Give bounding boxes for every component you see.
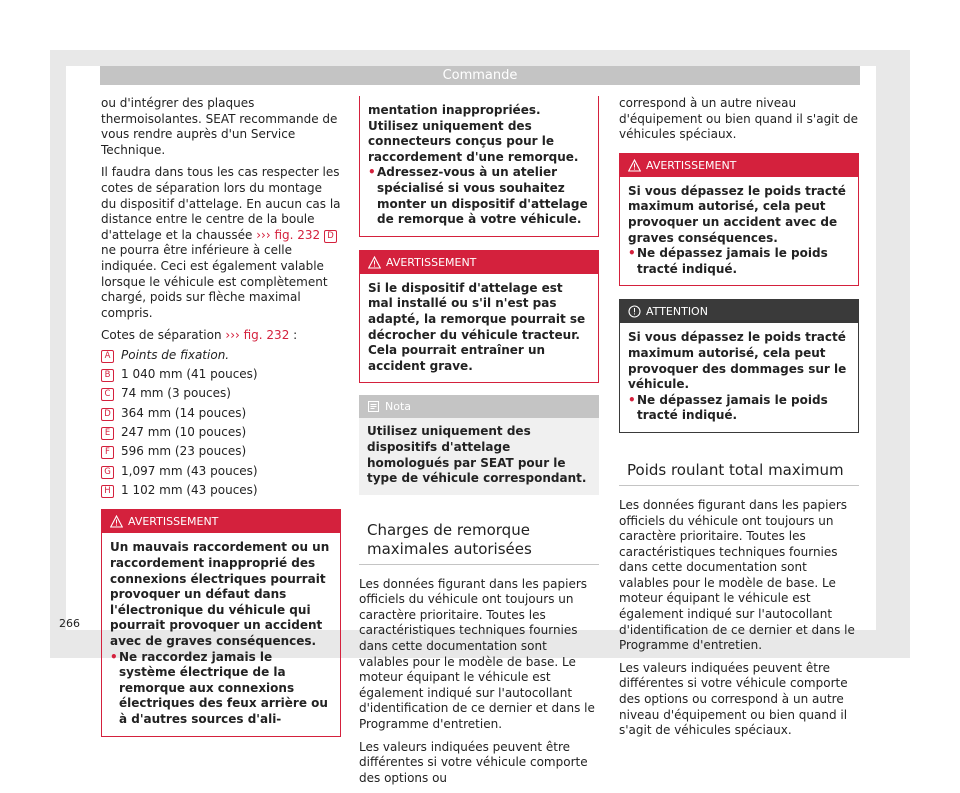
paragraph: Les données figurant dans les papiers officiels du véhicule ont toujours un caractère prioritaire. Toutes les caractéristiques techniques fournies dans cette documentation sont valables pour le modèle de base. Le moteur équipant le véhicule est également indiqué sur l'autocollant d'identification de ce dernier et dans le Programme d'entretien. <box>619 497 855 653</box>
dimension-item <box>101 464 341 480</box>
attention-title: ATTENTION <box>646 305 708 319</box>
attention-header <box>620 300 858 323</box>
note-header <box>359 395 599 418</box>
dimension-key-badge: D <box>101 408 114 421</box>
dimension-key-badge: C <box>101 388 114 401</box>
paragraph: Les valeurs indiquées peuvent être différentes si votre véhicule comporte des options ou correspond à un autre niveau d'équipement ou bien quand il s'agit de véhicules spéciaux. <box>619 660 848 738</box>
warning-box <box>619 153 859 287</box>
section-title: Charges de remorque maximales autorisées <box>359 521 599 565</box>
warning-box <box>101 509 341 736</box>
warning-title: AVERTISSEMENT <box>128 515 219 529</box>
dimension-key-badge: B <box>101 369 114 382</box>
dimension-key-badge: D <box>324 230 337 243</box>
paragraph: Les valeurs indiquées peuvent être différentes si votre véhicule comporte des options ou <box>359 739 588 785</box>
warning-title: AVERTISSEMENT <box>646 158 737 172</box>
dimension-item <box>101 386 341 402</box>
note-icon <box>367 400 380 413</box>
warning-text: Si vous dépassez le poids tracté maximum autorisé, cela peut provoquer un accident avec de graves conséquences. <box>628 183 846 245</box>
dimension-key-badge: G <box>101 466 114 479</box>
note-box <box>359 395 599 494</box>
column-1 <box>101 96 341 737</box>
dimension-value: Points de fixation. <box>121 347 230 362</box>
cotes-label: Cotes de séparation <box>101 328 222 343</box>
warning-text: Si le dispositif d'attelage est mal installé ou s'il n'est pas adapté, la remorque pourrait se décrocher du véhicule tracteur. Cela pourrait entraîner un accident grave. <box>368 280 586 373</box>
warning-box <box>359 250 599 384</box>
dimension-item <box>101 425 341 441</box>
paragraph-text: ne pourra être inférieure à celle indiquée. Ceci est également valable lorsque le véhicule est complètement chargé, poids sur flèche maximal compris. <box>101 243 328 320</box>
dimension-value: 1,097 mm (43 pouces) <box>121 463 258 478</box>
figure-reference-link[interactable]: ››› fig. 232 <box>256 227 321 242</box>
warning-box-continued <box>359 96 599 237</box>
info-circle-icon <box>628 305 641 318</box>
paragraph: ou d'intégrer des plaques thermoisolantes. SEAT recommande de vous rendre auprès d'un Service Technique. <box>101 96 338 157</box>
dimension-key-badge: A <box>101 350 114 363</box>
attention-text: Si vous dépassez le poids tracté maximum autorisé, cela peut provoquer des dommages sur le véhicule. <box>628 330 847 392</box>
colon: : <box>293 328 298 343</box>
dimension-item <box>101 483 341 499</box>
attention-body <box>620 323 858 432</box>
note-body <box>359 418 599 494</box>
chapter-header: Commande <box>100 66 860 85</box>
dimension-value: 247 mm (10 pouces) <box>121 425 247 440</box>
warning-text: Un mauvais raccordement ou un raccordement inapproprié des connexions électriques pourrait provoquer un défaut dans l'électronique du véhicule qui pourrait provoquer un accident avec de graves conséquences. <box>110 540 330 649</box>
note-title: Nota <box>385 400 412 414</box>
dimension-value: 1 040 mm (41 pouces) <box>121 367 258 382</box>
warning-text: mentation inappropriées. Utilisez uniquement des connecteurs conçus pour le raccordement d'une remorque. <box>368 103 579 164</box>
warning-header <box>360 251 598 274</box>
section-title: Poids roulant total maximum <box>619 461 859 486</box>
warning-body <box>620 177 858 286</box>
warning-body <box>360 96 598 236</box>
cotes-heading <box>101 328 341 344</box>
column-3 <box>619 96 859 746</box>
attention-box <box>619 299 859 433</box>
paragraph-text: Il faudra dans tous les cas respecter les cotes de séparation lors du montage du dispositif d'attelage. En aucun cas la distance entre le centre de la boule d'attelage et la chaussée <box>101 165 341 242</box>
dimension-value: 74 mm (3 pouces) <box>121 386 231 401</box>
paragraph: correspond à un autre niveau d'équipement ou bien quand il s'agit de véhicules spéciaux. <box>619 96 859 142</box>
warning-title: AVERTISSEMENT <box>386 255 477 269</box>
warning-bullet: • Ne raccordez jamais le système électrique de la remorque aux connexions électriques des feux arrière ou à d'autres sources d'ali- <box>110 650 332 728</box>
dimension-key-badge: H <box>101 485 114 498</box>
warning-bullet: • Ne dépassez jamais le poids tracté indiqué. <box>628 246 850 277</box>
warning-header <box>102 510 340 533</box>
note-text: Utilisez uniquement des dispositifs d'attelage homologués par SEAT pour le type de véhicule correspondant. <box>367 424 587 486</box>
dimension-item <box>101 367 341 383</box>
dimension-value: 596 mm (23 pouces) <box>121 444 247 459</box>
warning-bullet: • Adressez-vous à un atelier spécialisé si vous souhaitez monter un dispositif d'attelage de remorque à votre véhicule. <box>368 165 590 227</box>
warning-triangle-icon <box>628 159 641 172</box>
dimension-value: 364 mm (14 pouces) <box>121 405 247 420</box>
dimension-list <box>101 348 341 499</box>
dimension-item <box>101 406 341 422</box>
dimension-value: 1 102 mm (43 pouces) <box>121 482 258 497</box>
page-number: 266 <box>59 617 80 630</box>
warning-header <box>620 154 858 177</box>
warning-triangle-icon <box>110 515 123 528</box>
dimension-item <box>101 444 341 460</box>
paragraph: Les données figurant dans les papiers officiels du véhicule ont toujours un caractère prioritaire. Toutes les caractéristiques techniques fournies dans cette documentation sont valables pour le modèle de base. Le moteur équipant le véhicule est également indiqué sur l'autocollant d'identification de ce dernier et dans le Programme d'entretien. <box>359 576 595 732</box>
attention-bullet: • Ne dépassez jamais le poids tracté indiqué. <box>628 393 850 424</box>
dimension-key-badge: F <box>101 446 114 459</box>
dimension-item <box>101 348 341 364</box>
warning-triangle-icon <box>368 256 381 269</box>
dimension-key-badge: E <box>101 427 114 440</box>
warning-body <box>360 274 598 383</box>
warning-body <box>102 533 340 735</box>
column-2 <box>359 96 599 793</box>
paragraph <box>101 165 341 321</box>
figure-reference-link[interactable]: ››› fig. 232 <box>225 328 290 343</box>
